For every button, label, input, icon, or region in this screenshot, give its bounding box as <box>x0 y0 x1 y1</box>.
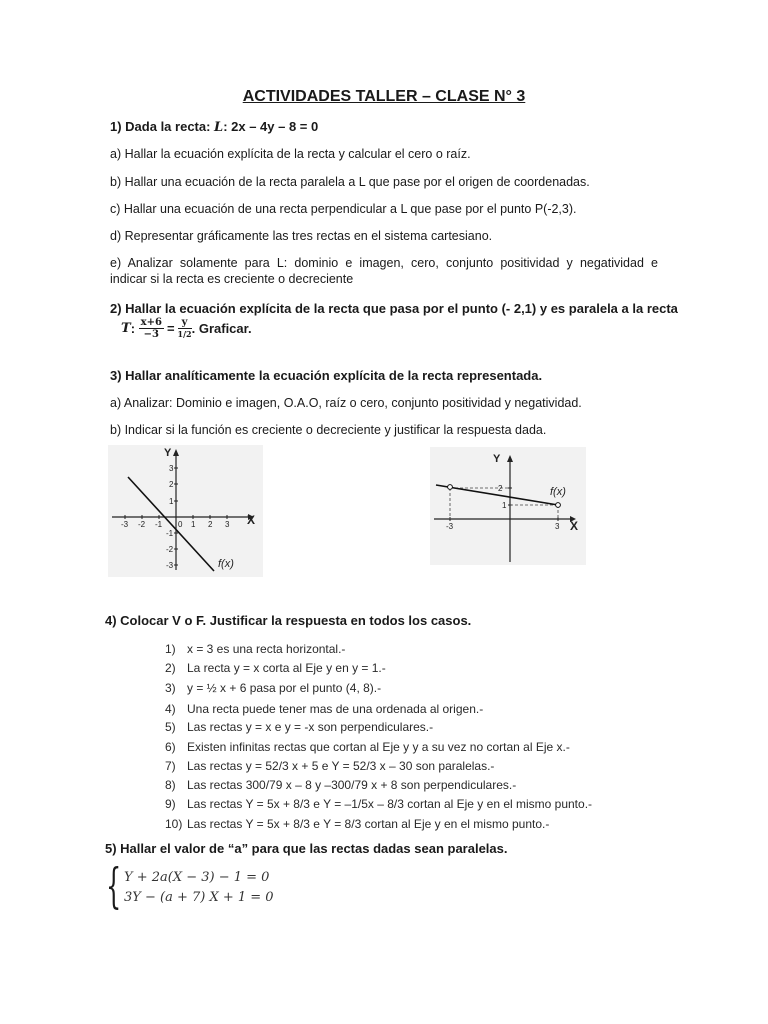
vf-item-number: 6) <box>165 740 176 754</box>
vf-list-item <box>165 778 516 792</box>
vf-item-text: Las rectas Y = 5x + 8/3 e Y = –1/5x – 8/3 cortan al Eje y en el mismo punto.- <box>187 797 593 811</box>
exercise-1-item-d: d) Representar gráficamente las tres rectas en el sistema cartesiano. <box>110 229 493 243</box>
vf-item-text: Las rectas 300/79 x – 8 y –300/79 x + 8 son perpendiculares.- <box>187 778 517 792</box>
exercise-1-item-a: a) Hallar la ecuación explícita de la recta y calcular el cero o raíz. <box>110 147 471 161</box>
fraction-left-numerator: x+6 <box>140 317 162 328</box>
vf-item-text: Una recta puede tener mas de una ordenada al origen.- <box>187 702 484 716</box>
fraction-right-numerator: y <box>178 317 192 329</box>
graph-2-background <box>430 447 586 565</box>
graph-2-y-tick: 2 <box>498 484 503 493</box>
system-equation-2: 3Y − (a + 7) X + 1 = 0 <box>124 890 274 905</box>
exercise-3-heading: 3) Hallar analíticamente la ecuación explícita de la recta representada. <box>110 368 543 383</box>
graph-2-function-label: f(x) <box>550 486 566 498</box>
graph-2-open-point-left <box>448 485 453 490</box>
graph-1-y-tick: 3 <box>169 464 174 473</box>
graph-1-origin-label: 0 <box>178 520 183 529</box>
vf-item-number: 8) <box>165 778 176 792</box>
graph-1-y-tick: -1 <box>166 529 174 538</box>
exercise-4-heading: 4) Colocar V o F. Justificar la respuesta en todos los casos. <box>105 613 472 628</box>
vf-item-number: 7) <box>165 759 176 773</box>
system-brace: { <box>106 858 122 914</box>
vf-item-number: 9) <box>165 797 176 811</box>
exercise-1-item-e-line2: indicar si la recta es creciente o decreciente <box>110 272 354 286</box>
vf-item-text: Existen infinitas rectas que cortan al Eje y y a su vez no cortan al Eje x.- <box>187 740 570 754</box>
vf-list-item <box>165 759 494 773</box>
vf-list-item <box>165 661 386 675</box>
exercise-1-item-e-line1: e) Analizar solamente para L: dominio e imagen, cero, conjunto positividad y negatividad e <box>110 256 658 270</box>
vf-item-number: 2) <box>165 661 176 675</box>
vf-list-item <box>165 681 381 695</box>
graph-1-y-tick: 2 <box>169 480 174 489</box>
vf-item-number: 1) <box>165 642 176 656</box>
equation-system <box>106 858 306 916</box>
graph-1-y-tick: -2 <box>166 545 174 554</box>
graph-1-function-label: f(x) <box>218 558 234 570</box>
exercise-1-item-b: b) Hallar una ecuación de la recta paralela a L que pase por el origen de coordenadas. <box>110 175 590 189</box>
fraction-left <box>139 317 164 340</box>
graph-2-y-tick: 1 <box>502 501 507 510</box>
line-t-name: T <box>121 321 131 336</box>
line-l-name: L <box>214 120 224 135</box>
vf-list-item <box>165 817 549 831</box>
page-title: ACTIVIDADES TALLER – CLASE N° 3 <box>242 88 526 105</box>
graph-1-x-tick: 1 <box>191 520 196 529</box>
graph-1-x-label: X <box>247 513 256 527</box>
vf-item-number: 3) <box>165 681 176 695</box>
vf-item-text: x = 3 es una recta horizontal.- <box>187 642 346 656</box>
exercise-2-equation: T : $\frac{x+6}{-3}$ = $\frac{y}{1/2}$ . Graficar. <box>121 317 252 340</box>
line-l-equation: : 2x – 4y – 8 = 0 <box>223 119 319 134</box>
vf-list-item <box>165 740 570 754</box>
graph-2-open-point-right <box>556 503 561 508</box>
exercise-2-tail: . Graficar. <box>191 321 252 336</box>
vf-item-text: y = ½ x + 6 pasa por el punto (4, 8).- <box>187 681 382 695</box>
system-equation-1: Y + 2a(X − 3) − 1 = 0 <box>124 870 270 885</box>
vf-list-item <box>165 720 433 734</box>
vf-list-item <box>165 797 592 811</box>
graph-2-x-label: X <box>570 519 579 533</box>
graph-1-x-tick: 3 <box>225 520 230 529</box>
graph-1-y-tick: -3 <box>166 561 174 570</box>
fraction-right <box>178 317 192 340</box>
graph-1-y-label: Y <box>164 447 172 459</box>
graph-1-x-tick: -2 <box>138 520 146 529</box>
exercise-1-item-c: c) Hallar una ecuación de una recta perpendicular a L que pase por el punto P(-2,3). <box>110 202 577 216</box>
graph-2 <box>430 447 586 565</box>
graph-2-x-tick: -3 <box>446 522 454 531</box>
fraction-left-denominator: −3 <box>143 329 159 340</box>
exercise-3-item-b: b) Indicar si la función es creciente o decreciente y justificar la respuesta dada. <box>110 423 547 437</box>
exercise-1-heading <box>110 119 318 135</box>
exercise-2-heading: 2) Hallar la ecuación explícita de la recta que pasa por el punto (- 2,1) y es paralela a la recta <box>110 301 678 316</box>
vf-item-text: Las rectas Y = 5x + 8/3 e Y = 8/3 cortan al Eje y en el mismo punto.- <box>187 817 550 831</box>
vf-item-text: La recta y = x corta al Eje y en y = 1.- <box>187 661 386 675</box>
equals-sign: = <box>166 321 175 336</box>
graph-2-x-tick: 3 <box>555 522 560 531</box>
graph-1-y-tick: 1 <box>169 497 174 506</box>
exercise-1-heading-text: 1) Dada la recta: <box>110 119 215 134</box>
exercise-5-heading: 5) Hallar el valor de “a” para que las rectas dadas sean paralelas. <box>105 841 508 856</box>
vf-item-number: 4) <box>165 702 176 716</box>
vf-list-item <box>165 642 345 656</box>
vf-item-number: 5) <box>165 720 176 734</box>
vf-item-text: Las rectas y = x e y = -x son perpendiculares.- <box>187 720 434 734</box>
vf-item-text: Las rectas y = 52/3 x + 5 e Y = 52/3 x – 30 son paralelas.- <box>187 759 495 773</box>
vf-list-item <box>165 702 483 716</box>
graph-2-y-label: Y <box>493 453 501 465</box>
fraction-right-denominator: 1/2 <box>177 329 192 339</box>
graph-1-x-tick: -1 <box>155 520 163 529</box>
graph-1-background <box>108 445 263 577</box>
graph-1-x-tick: -3 <box>121 520 129 529</box>
vf-item-number: 10) <box>165 817 183 831</box>
graph-1 <box>108 445 263 577</box>
exercise-3-item-a: a) Analizar: Dominio e imagen, O.A.O, raíz o cero, conjunto positividad y negatividad. <box>110 396 582 410</box>
graph-1-x-tick: 2 <box>208 520 213 529</box>
